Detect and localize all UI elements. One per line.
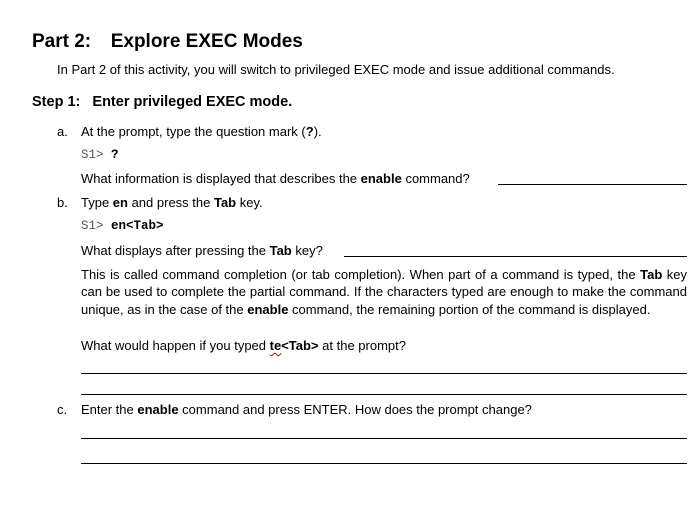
part-title: Explore EXEC Modes bbox=[110, 31, 303, 52]
question-text: What information is displayed that describes the bbox=[81, 171, 361, 186]
answer-blank-b2[interactable] bbox=[81, 373, 687, 374]
question-text: What would happen if you typed bbox=[81, 338, 270, 353]
question-text-end: key? bbox=[291, 243, 323, 258]
question-bold: Tab bbox=[269, 243, 292, 258]
answer-blank-a[interactable] bbox=[498, 184, 687, 185]
question-text-end: command? bbox=[401, 171, 470, 186]
item-c-text-2: command and press ENTER. How does the prompt change? bbox=[178, 402, 532, 417]
item-b-bold-en: en bbox=[112, 195, 128, 210]
question-bold-tab: <Tab> bbox=[281, 338, 319, 353]
paragraph-text-3: command, the remaining portion of the command is displayed. bbox=[288, 301, 651, 317]
item-a-question bbox=[81, 171, 470, 186]
item-b-text-3: key. bbox=[236, 195, 263, 210]
part-intro: In Part 2 of this activity, you will switch to privileged EXEC mode and issue additional commands. bbox=[57, 62, 615, 77]
item-a-instruction bbox=[81, 124, 322, 139]
paragraph-bold-enable: enable bbox=[247, 301, 289, 317]
item-c-text: Enter the bbox=[81, 402, 138, 417]
cli-command: ? bbox=[111, 148, 119, 162]
part-heading bbox=[32, 31, 303, 53]
tab-completion-paragraph bbox=[81, 266, 687, 318]
part-number: Part 2: bbox=[32, 31, 92, 52]
question-bold-te: te bbox=[269, 338, 282, 353]
item-c-letter: c. bbox=[57, 402, 68, 417]
item-c-bold: enable bbox=[137, 402, 179, 417]
cli-prompt: S1> bbox=[81, 148, 104, 162]
item-b-instruction bbox=[81, 195, 263, 210]
item-a-letter: a. bbox=[57, 124, 68, 139]
answer-blank-b3[interactable] bbox=[81, 394, 687, 395]
question-text-end: at the prompt? bbox=[318, 338, 406, 353]
item-a-bold: ? bbox=[305, 124, 314, 139]
item-b-question-2 bbox=[81, 338, 406, 353]
paragraph-bold-tab: Tab bbox=[640, 267, 663, 282]
question-bold: enable bbox=[360, 171, 402, 186]
item-b-text-2: and press the bbox=[127, 195, 214, 210]
step-title: Enter privileged EXEC mode. bbox=[92, 94, 293, 110]
answer-blank-c1[interactable] bbox=[81, 438, 687, 439]
item-b-cli bbox=[81, 219, 164, 233]
item-b-question bbox=[81, 243, 323, 258]
paragraph-text-2: key can be used to complete the partial command. If the characters typed are enough to make the command unique, as in the case of the bbox=[81, 267, 688, 317]
answer-blank-c2[interactable] bbox=[81, 463, 687, 464]
item-c-instruction bbox=[81, 402, 532, 417]
item-b-bold-tab: Tab bbox=[213, 195, 237, 210]
answer-blank-b1[interactable] bbox=[344, 256, 687, 257]
question-text: What displays after pressing the bbox=[81, 243, 270, 258]
step-number: Step 1: bbox=[32, 94, 81, 110]
item-a-cli bbox=[81, 148, 119, 162]
cli-command: en<Tab> bbox=[111, 219, 164, 233]
item-b-text: Type bbox=[81, 195, 113, 210]
paragraph-text: This is called command completion (or tab completion). When part of a command is typed, the bbox=[81, 267, 641, 282]
item-a-text-end: ). bbox=[313, 124, 322, 139]
item-a-text: At the prompt, type the question mark ( bbox=[81, 124, 306, 139]
cli-prompt: S1> bbox=[81, 219, 104, 233]
item-b-letter: b. bbox=[57, 195, 68, 210]
step-heading bbox=[32, 94, 292, 110]
